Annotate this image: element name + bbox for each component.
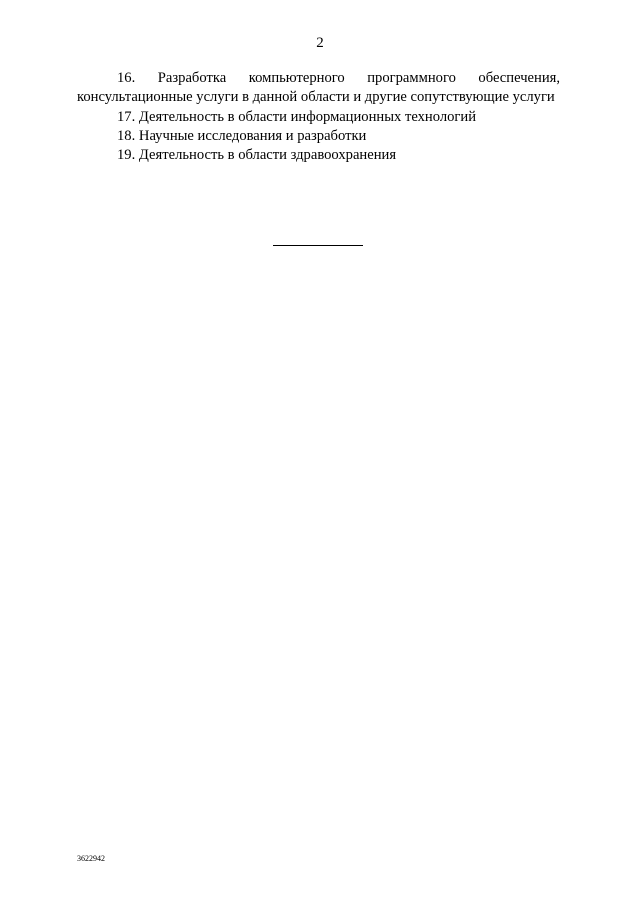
item-text: Деятельность в области здравоохранения <box>138 147 397 164</box>
activity-list <box>77 69 560 165</box>
list-item <box>77 146 560 165</box>
item-text: Разработка компьютерного программного обеспечения, консультационные услуги в данной области и другие сопутствующие услуги <box>77 70 560 106</box>
item-text: Деятельность в области информационных технологий <box>138 108 477 125</box>
item-number: 16. <box>117 70 136 86</box>
end-divider <box>273 245 363 246</box>
page-number: 2 <box>316 35 324 51</box>
item-number: 17. <box>117 108 136 125</box>
list-item <box>77 127 560 146</box>
list-item <box>77 108 560 127</box>
item-number: 18. <box>117 127 136 144</box>
item-text: Научные исследования и разработки <box>138 127 367 144</box>
item-number: 19. <box>117 147 136 164</box>
footer-code: 3622942 <box>77 854 105 863</box>
list-item <box>77 69 560 108</box>
